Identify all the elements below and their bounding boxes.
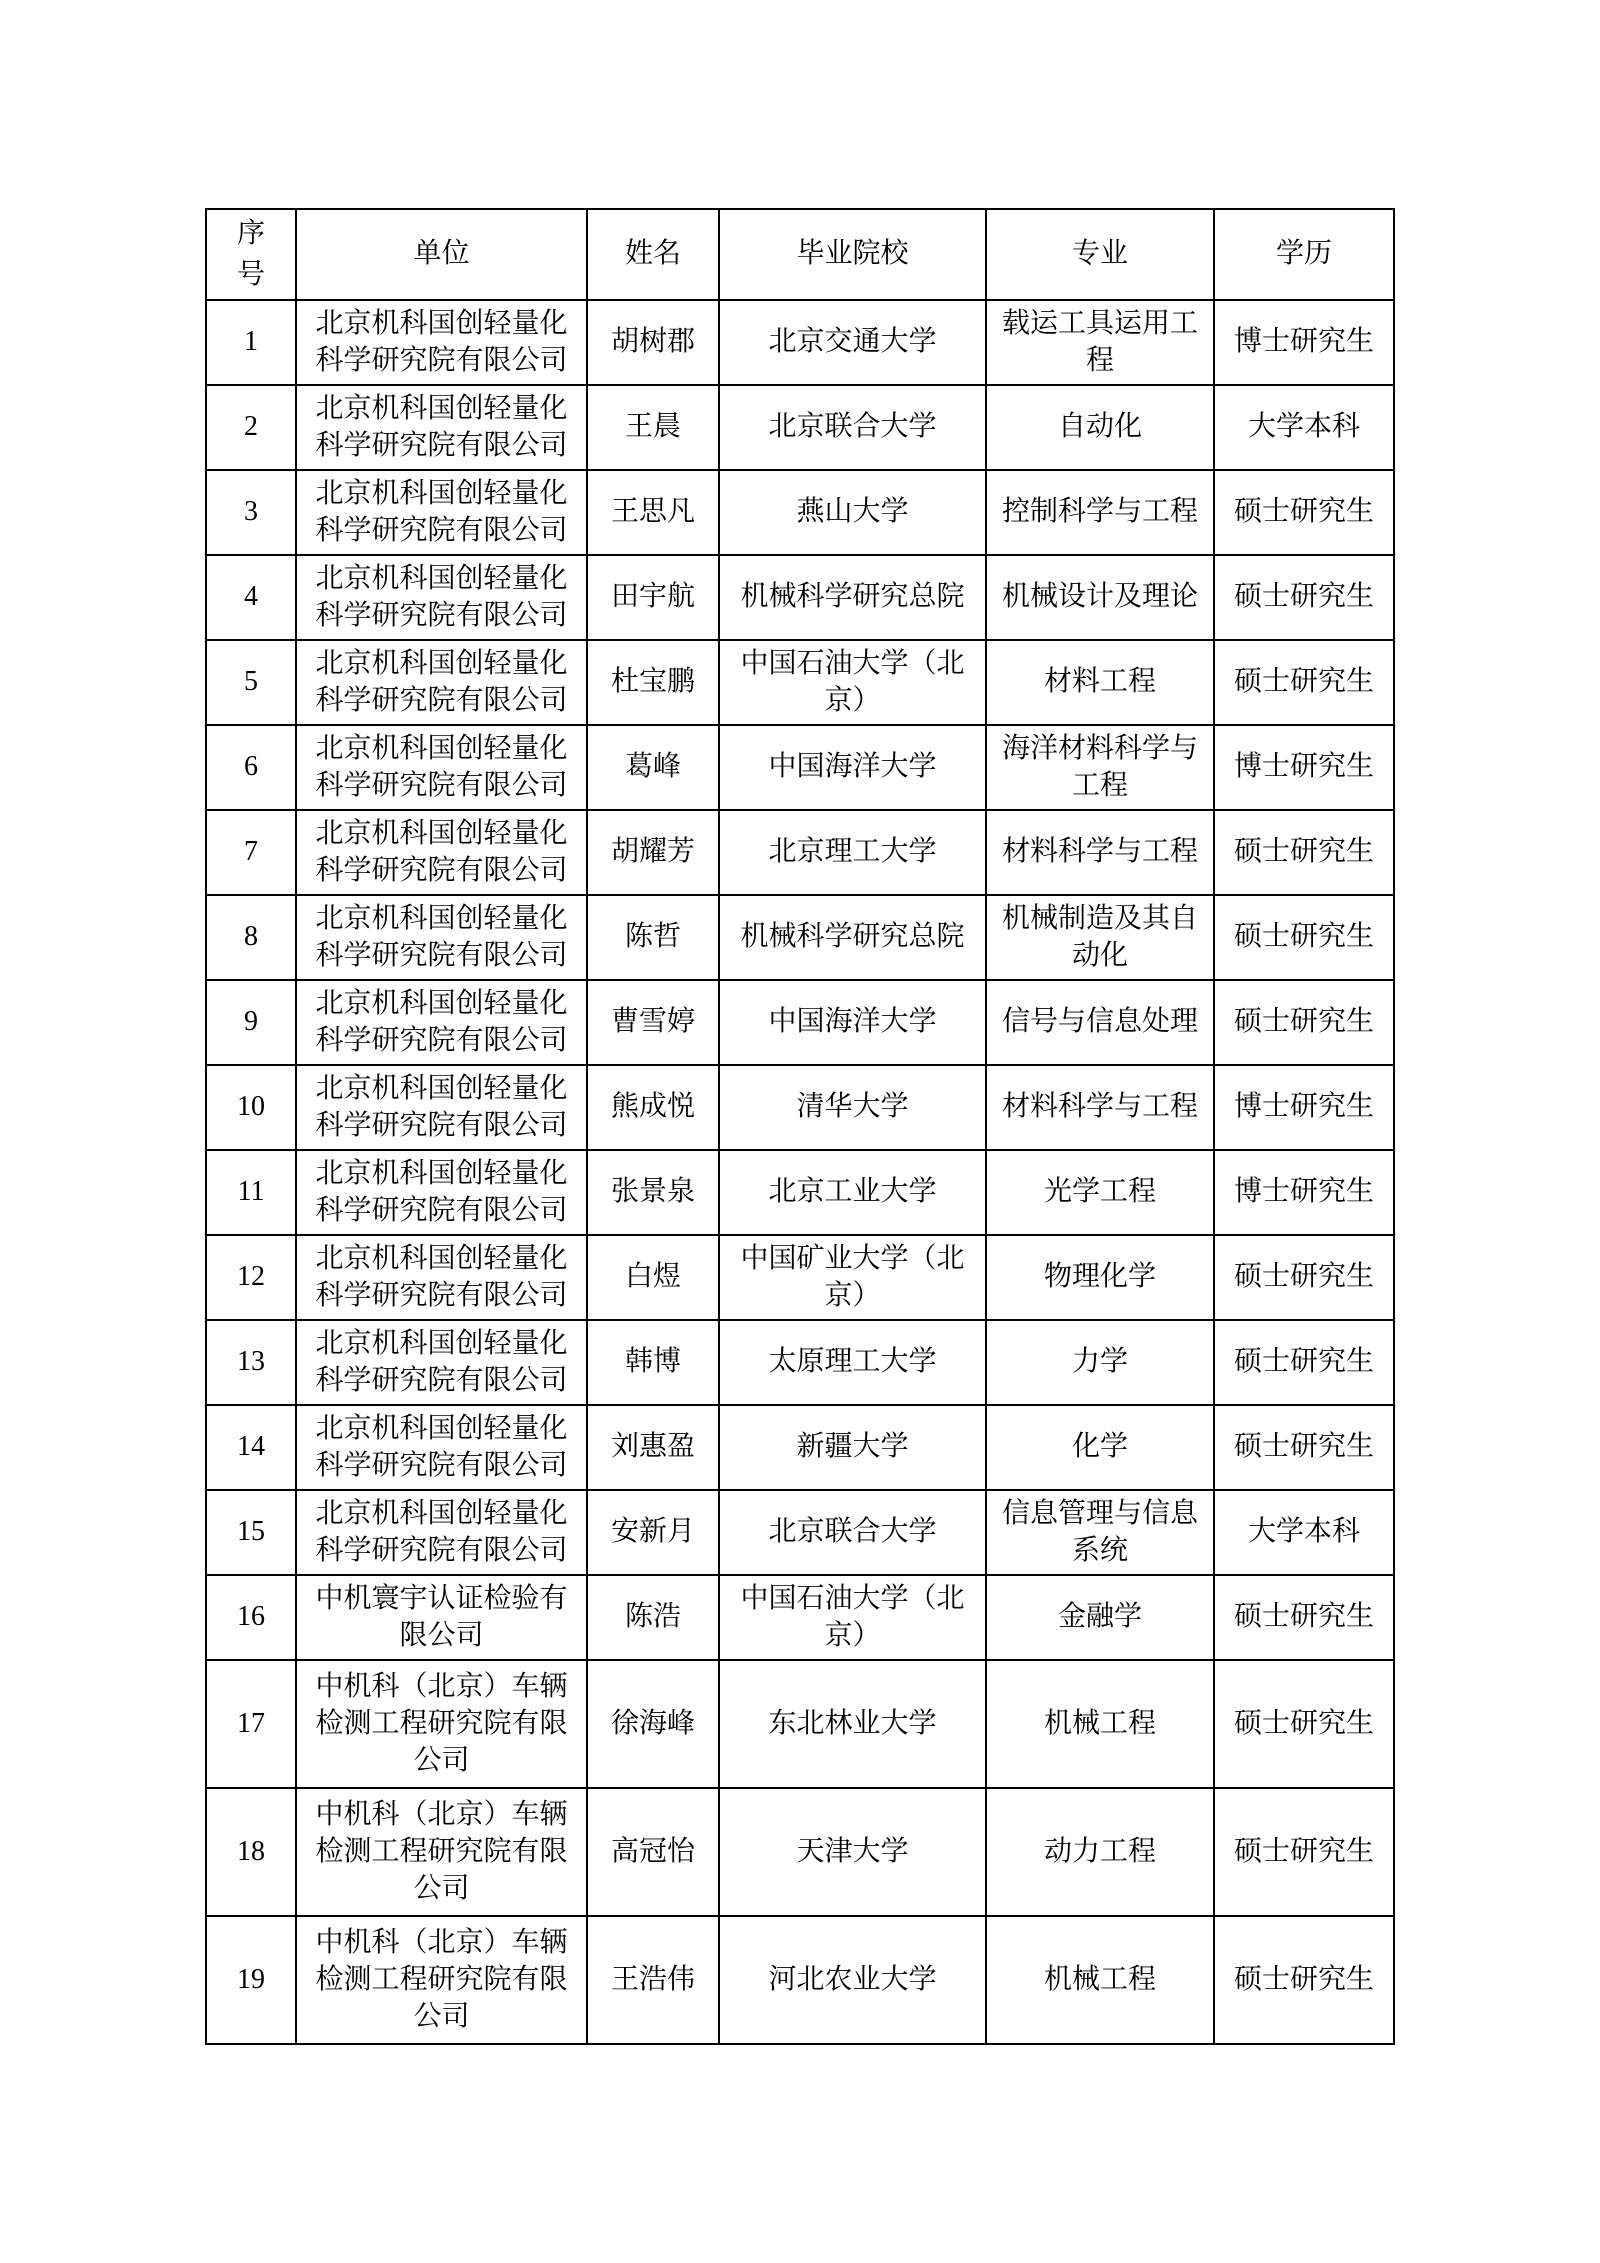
cell-name: 徐海峰 <box>587 1660 719 1788</box>
cell-name: 高冠怡 <box>587 1788 719 1916</box>
cell-major: 信息管理与信息系统 <box>986 1490 1214 1575</box>
table-row <box>206 1788 1394 1916</box>
cell-unit: 北京机科国创轻量化科学研究院有限公司 <box>296 895 587 980</box>
cell-school: 河北农业大学 <box>719 1916 986 2044</box>
header-cell-serial <box>206 209 296 300</box>
cell-name: 王浩伟 <box>587 1916 719 2044</box>
cell-name: 刘惠盈 <box>587 1405 719 1490</box>
cell-degree: 硕士研究生 <box>1214 1235 1394 1320</box>
cell-unit: 北京机科国创轻量化科学研究院有限公司 <box>296 300 587 385</box>
cell-serial: 17 <box>206 1660 296 1788</box>
cell-unit: 北京机科国创轻量化科学研究院有限公司 <box>296 1150 587 1235</box>
cell-name: 熊成悦 <box>587 1065 719 1150</box>
cell-school: 东北林业大学 <box>719 1660 986 1788</box>
cell-unit: 北京机科国创轻量化科学研究院有限公司 <box>296 470 587 555</box>
cell-name: 韩博 <box>587 1320 719 1405</box>
header-serial-label: 序号 <box>236 218 265 290</box>
cell-degree: 博士研究生 <box>1214 1150 1394 1235</box>
cell-name: 陈哲 <box>587 895 719 980</box>
cell-degree: 博士研究生 <box>1214 1065 1394 1150</box>
cell-unit: 北京机科国创轻量化科学研究院有限公司 <box>296 555 587 640</box>
cell-degree: 硕士研究生 <box>1214 1660 1394 1788</box>
table-row <box>206 1235 1394 1320</box>
table-row <box>206 1065 1394 1150</box>
table-row <box>206 980 1394 1065</box>
cell-name: 胡耀芳 <box>587 810 719 895</box>
cell-school: 中国石油大学（北京） <box>719 640 986 725</box>
table-row <box>206 1916 1394 2044</box>
table-row <box>206 1660 1394 1788</box>
table-row <box>206 1405 1394 1490</box>
cell-major: 材料工程 <box>986 640 1214 725</box>
cell-serial: 16 <box>206 1575 296 1660</box>
cell-major: 材料科学与工程 <box>986 1065 1214 1150</box>
header-cell-unit: 单位 <box>296 209 587 300</box>
cell-major: 光学工程 <box>986 1150 1214 1235</box>
cell-serial: 8 <box>206 895 296 980</box>
cell-unit: 北京机科国创轻量化科学研究院有限公司 <box>296 1065 587 1150</box>
cell-unit: 中机科（北京）车辆检测工程研究院有限公司 <box>296 1916 587 2044</box>
cell-serial: 1 <box>206 300 296 385</box>
cell-degree: 博士研究生 <box>1214 725 1394 810</box>
cell-serial: 2 <box>206 385 296 470</box>
cell-degree: 博士研究生 <box>1214 300 1394 385</box>
cell-serial: 6 <box>206 725 296 810</box>
cell-serial: 14 <box>206 1405 296 1490</box>
cell-serial: 5 <box>206 640 296 725</box>
cell-unit: 中机寰宇认证检验有限公司 <box>296 1575 587 1660</box>
cell-unit: 北京机科国创轻量化科学研究院有限公司 <box>296 1320 587 1405</box>
cell-school: 太原理工大学 <box>719 1320 986 1405</box>
cell-school: 机械科学研究总院 <box>719 895 986 980</box>
cell-major: 材料科学与工程 <box>986 810 1214 895</box>
header-cell-name: 姓名 <box>587 209 719 300</box>
cell-serial: 3 <box>206 470 296 555</box>
cell-school: 清华大学 <box>719 1065 986 1150</box>
cell-major: 机械制造及其自动化 <box>986 895 1214 980</box>
cell-serial: 4 <box>206 555 296 640</box>
cell-name: 杜宝鹏 <box>587 640 719 725</box>
cell-name: 张景泉 <box>587 1150 719 1235</box>
cell-degree: 硕士研究生 <box>1214 980 1394 1065</box>
cell-name: 王思凡 <box>587 470 719 555</box>
cell-major: 动力工程 <box>986 1788 1214 1916</box>
cell-unit: 北京机科国创轻量化科学研究院有限公司 <box>296 385 587 470</box>
cell-major: 信号与信息处理 <box>986 980 1214 1065</box>
cell-serial: 15 <box>206 1490 296 1575</box>
cell-school: 中国海洋大学 <box>719 725 986 810</box>
table-row <box>206 385 1394 470</box>
cell-degree: 硕士研究生 <box>1214 1405 1394 1490</box>
header-cell-school: 毕业院校 <box>719 209 986 300</box>
cell-degree: 硕士研究生 <box>1214 1320 1394 1405</box>
cell-name: 王晨 <box>587 385 719 470</box>
cell-degree: 硕士研究生 <box>1214 895 1394 980</box>
table-row <box>206 470 1394 555</box>
cell-name: 葛峰 <box>587 725 719 810</box>
cell-school: 中国海洋大学 <box>719 980 986 1065</box>
cell-school: 机械科学研究总院 <box>719 555 986 640</box>
cell-major: 机械工程 <box>986 1660 1214 1788</box>
cell-unit: 北京机科国创轻量化科学研究院有限公司 <box>296 640 587 725</box>
cell-name: 曹雪婷 <box>587 980 719 1065</box>
cell-degree: 硕士研究生 <box>1214 640 1394 725</box>
cell-degree: 硕士研究生 <box>1214 470 1394 555</box>
cell-name: 陈浩 <box>587 1575 719 1660</box>
table-row <box>206 555 1394 640</box>
cell-major: 机械工程 <box>986 1916 1214 2044</box>
cell-major: 自动化 <box>986 385 1214 470</box>
cell-serial: 11 <box>206 1150 296 1235</box>
cell-degree: 大学本科 <box>1214 385 1394 470</box>
cell-name: 田宇航 <box>587 555 719 640</box>
cell-major: 金融学 <box>986 1575 1214 1660</box>
table-row <box>206 725 1394 810</box>
cell-serial: 9 <box>206 980 296 1065</box>
table-row <box>206 1490 1394 1575</box>
personnel-table <box>205 208 1395 2045</box>
header-cell-major: 专业 <box>986 209 1214 300</box>
cell-degree: 硕士研究生 <box>1214 555 1394 640</box>
cell-school: 新疆大学 <box>719 1405 986 1490</box>
cell-serial: 7 <box>206 810 296 895</box>
cell-unit: 北京机科国创轻量化科学研究院有限公司 <box>296 1490 587 1575</box>
cell-unit: 北京机科国创轻量化科学研究院有限公司 <box>296 1235 587 1320</box>
table-row <box>206 810 1394 895</box>
cell-degree: 硕士研究生 <box>1214 1788 1394 1916</box>
cell-degree: 硕士研究生 <box>1214 1916 1394 2044</box>
cell-serial: 19 <box>206 1916 296 2044</box>
cell-unit: 中机科（北京）车辆检测工程研究院有限公司 <box>296 1788 587 1916</box>
header-row <box>206 209 1394 300</box>
cell-unit: 中机科（北京）车辆检测工程研究院有限公司 <box>296 1660 587 1788</box>
table-header <box>206 209 1394 300</box>
cell-major: 海洋材料科学与工程 <box>986 725 1214 810</box>
cell-school: 中国石油大学（北京） <box>719 1575 986 1660</box>
cell-major: 化学 <box>986 1405 1214 1490</box>
cell-school: 中国矿业大学（北京） <box>719 1235 986 1320</box>
table-row <box>206 1150 1394 1235</box>
personnel-table-container <box>205 208 1395 2045</box>
cell-serial: 12 <box>206 1235 296 1320</box>
cell-serial: 13 <box>206 1320 296 1405</box>
table-row <box>206 895 1394 980</box>
table-row <box>206 640 1394 725</box>
cell-school: 燕山大学 <box>719 470 986 555</box>
cell-school: 北京联合大学 <box>719 1490 986 1575</box>
cell-degree: 硕士研究生 <box>1214 810 1394 895</box>
cell-degree: 大学本科 <box>1214 1490 1394 1575</box>
cell-unit: 北京机科国创轻量化科学研究院有限公司 <box>296 725 587 810</box>
cell-major: 机械设计及理论 <box>986 555 1214 640</box>
cell-major: 力学 <box>986 1320 1214 1405</box>
cell-school: 北京理工大学 <box>719 810 986 895</box>
cell-major: 控制科学与工程 <box>986 470 1214 555</box>
cell-major: 物理化学 <box>986 1235 1214 1320</box>
cell-school: 北京工业大学 <box>719 1150 986 1235</box>
cell-major: 载运工具运用工程 <box>986 300 1214 385</box>
cell-unit: 北京机科国创轻量化科学研究院有限公司 <box>296 810 587 895</box>
cell-degree: 硕士研究生 <box>1214 1575 1394 1660</box>
cell-unit: 北京机科国创轻量化科学研究院有限公司 <box>296 980 587 1065</box>
cell-name: 白煜 <box>587 1235 719 1320</box>
cell-school: 北京联合大学 <box>719 385 986 470</box>
cell-school: 天津大学 <box>719 1788 986 1916</box>
table-row <box>206 1320 1394 1405</box>
cell-serial: 18 <box>206 1788 296 1916</box>
table-row <box>206 300 1394 385</box>
table-body <box>206 300 1394 2044</box>
cell-serial: 10 <box>206 1065 296 1150</box>
cell-school: 北京交通大学 <box>719 300 986 385</box>
cell-name: 安新月 <box>587 1490 719 1575</box>
header-cell-degree: 学历 <box>1214 209 1394 300</box>
table-row <box>206 1575 1394 1660</box>
cell-name: 胡树郡 <box>587 300 719 385</box>
cell-unit: 北京机科国创轻量化科学研究院有限公司 <box>296 1405 587 1490</box>
